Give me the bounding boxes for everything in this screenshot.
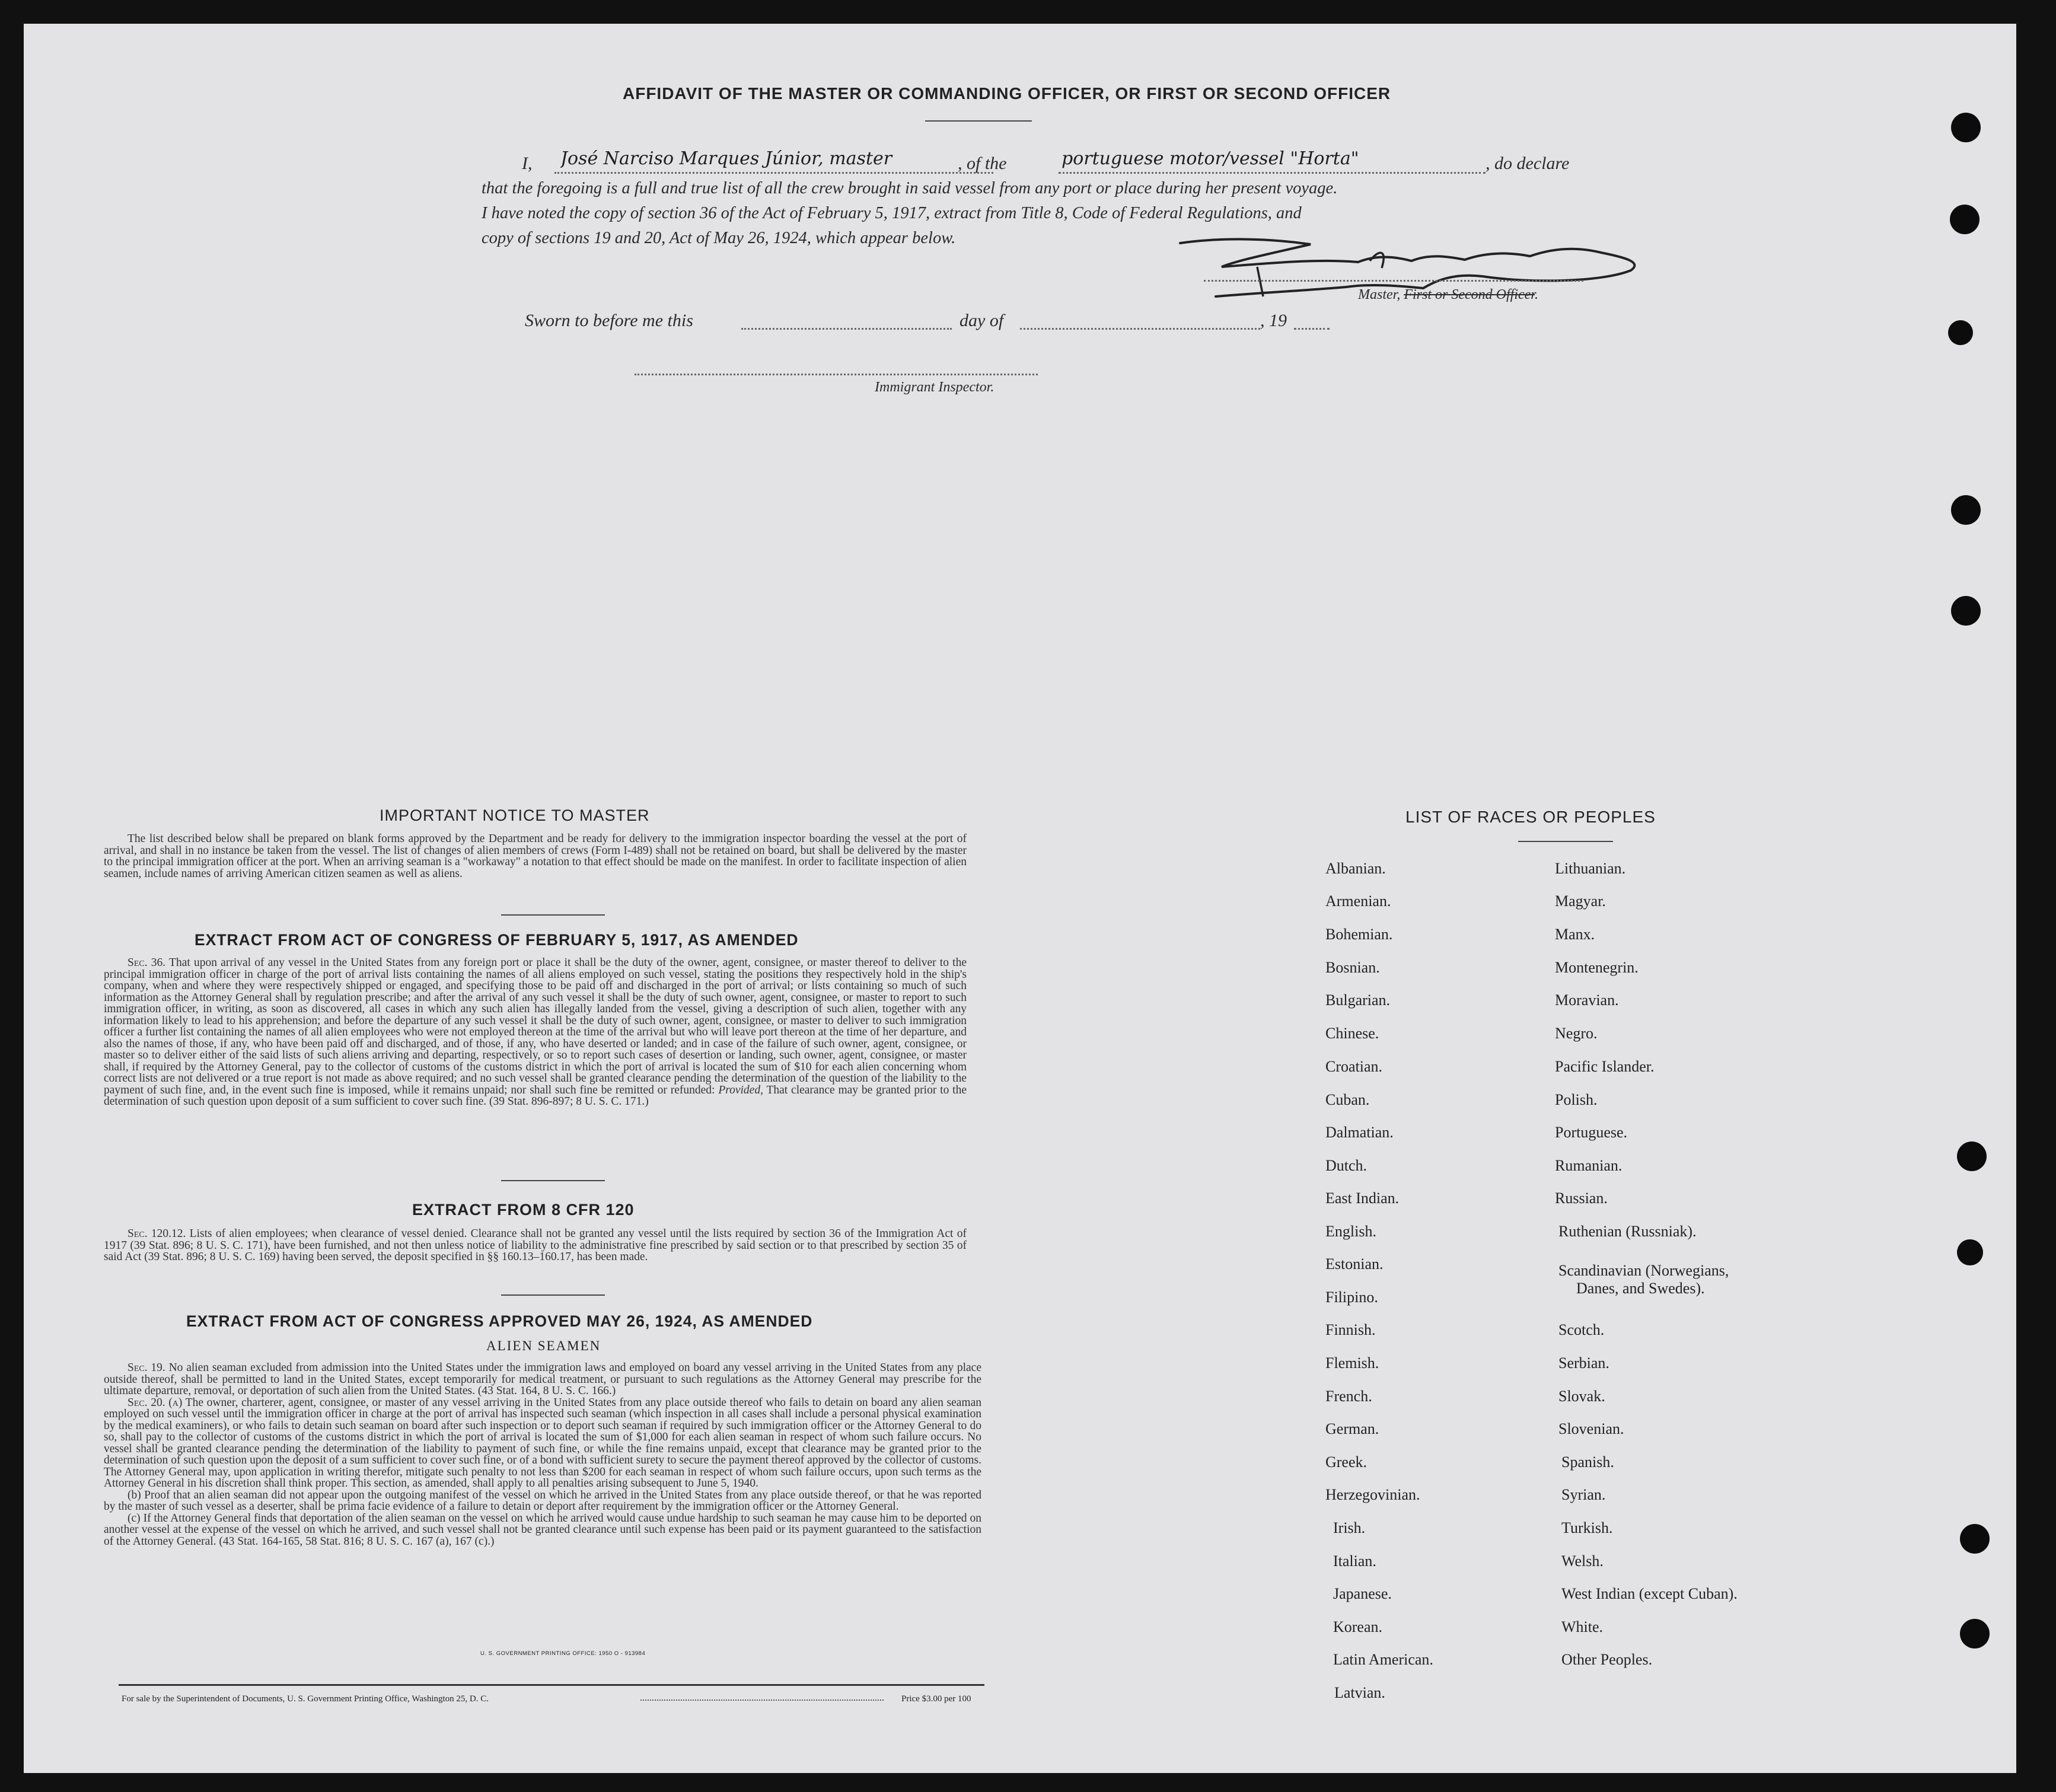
race-item: White.	[1561, 1618, 1604, 1635]
race-item: Irish.	[1333, 1519, 1366, 1536]
extract-1917-body	[104, 957, 967, 1108]
footer-rule	[119, 1684, 984, 1686]
race-item: Polish.	[1555, 1091, 1598, 1108]
race-item: Welsh.	[1561, 1552, 1604, 1570]
race-item: Bohemian.	[1325, 926, 1393, 943]
race-item: Montenegrin.	[1555, 959, 1639, 976]
decl-i: I,	[522, 154, 533, 173]
race-item: Dalmatian.	[1325, 1124, 1394, 1141]
year-text: , 19	[1260, 311, 1287, 330]
race-item: Slovenian.	[1558, 1420, 1624, 1437]
extract-1924-title: EXTRACT FROM ACT OF CONGRESS APPROVED MAY 26, 1924, AS AMENDED	[186, 1312, 813, 1330]
price-note: Price $3.00 per 100	[901, 1694, 971, 1704]
sec36-label: Sec. 36.	[127, 956, 166, 969]
declaration-line-3: I have noted the copy of section 36 of the Act of February 5, 1917, extract from Title 8, Code of Federal Regulations, and	[482, 204, 1302, 222]
day-of-text: day of	[960, 311, 1004, 330]
race-item: English.	[1325, 1223, 1376, 1240]
caption-struck-officer: First or Second Officer	[1404, 287, 1535, 302]
divider	[501, 914, 605, 916]
race-item: Rumanian.	[1555, 1157, 1623, 1174]
sec36-text: That upon arrival of any vessel in the United States from any foreign port or place it shall be the duty of the owner, agent, consignee, or master thereof to deliver to the principal immigration officer in charge of the port of arrival lists containing the names of all aliens employed on such vessel, stating the positions they respectively hold in the ship's company, when and where they were respectively shipped or engaged, and specifying those to be paid off and discharged in the port of arrival; or lists containing so much of such information as the Attorney General shall by regulation prescribe; and after the arrival of any such vessel it shall be the duty of such owner, agent, consignee, or master to report to such immigration officer, in writing, as soon as discovered, all cases in which any such alien has illegally landed from the vessel, giving a description of such alien, together with any information likely to lead to his apprehension; and before the departure of any such vessel it shall be the duty of such owner, agent, consignee, or master to deliver to such immigration officer a further list containing the names of all alien employees who were not employed thereon at the time of the arrival but who will leave port thereon at the time of her departure, and also the names of those, if any, who have been paid off and discharged, and of those, if any, who have deserted or landed; and in case of the failure of such owner, agent, consignee, or master so to deliver either of the said lists of such aliens arriving and departing, respectively, or so to report such cases of desertion or landing, such owner, agent, consignee, or master shall, if required by the Attorney General, pay to the collector of customs of the customs district in which the port of arrival is located the sum of $10 for each alien concerning whom correct lists are not delivered or a true report is not made as above required; and no such vessel shall be granted clearance pending the determination of the question of the liability to the payment of such fine, and, in the event such fine is imposed, while it remains unpaid; nor shall such fine be remitted or refunded:	[104, 956, 967, 1096]
race-item: Manx.	[1555, 926, 1595, 943]
divider	[1518, 841, 1613, 842]
sworn-text: Sworn to before me this	[525, 311, 693, 330]
cfr-body	[104, 1228, 967, 1263]
race-item: Serbian.	[1558, 1354, 1609, 1372]
race-item: Greek.	[1325, 1453, 1368, 1471]
race-item: Japanese.	[1333, 1585, 1392, 1602]
race-item: Latvian.	[1334, 1684, 1385, 1701]
race-item: Estonian.	[1325, 1255, 1384, 1273]
race-item: Bulgarian.	[1325, 991, 1391, 1009]
cfr-sec-label: Sec. 120.12.	[127, 1227, 186, 1240]
binder-hole	[1957, 1141, 1987, 1171]
master-name: José Narciso Marques Júnior, master	[560, 148, 892, 169]
race-item: Moravian.	[1555, 991, 1619, 1009]
binder-hole	[1957, 1239, 1983, 1265]
binder-hole	[1950, 205, 1980, 234]
race-item: German.	[1325, 1420, 1379, 1437]
binder-hole	[1951, 113, 1981, 142]
race-item: Spanish.	[1561, 1453, 1614, 1471]
sec20c: (c) If the Attorney General finds that deportation of the alien seaman on the vessel on which he arrived would cause undue hardship to such seaman he may cause him to be deported on another vessel at the expense of the vessel on which he arrived, and such vessel shall not be granted clearance until such expense has been paid or its payment guaranteed to the satisfaction of the Attorney General. (43 Stat. 164-165, 58 Stat. 816; 8 U. S. C. 167 (a), 167 (c).)	[104, 1512, 981, 1548]
race-item: Finnish.	[1325, 1321, 1376, 1338]
race-item: Italian.	[1333, 1552, 1376, 1570]
sec20a-text: The owner, charterer, agent, consignee, or master of any vessel arriving in the United States from any place outside thereof who fails to detain on board any alien seaman employed on such vessel until the immigration officer in charge at the port of arrival has inspected such seaman (which inspection in all cases shall include a personal physical examination by the medical examiners), or who fails to detain such seaman on board after such inspection or to deport such seaman if required by such immigration officer or the Attorney General to do so, shall pay to the collector of customs of the customs district in which the port of arrival is located the sum of $1,000 for each alien seaman in respect of whom such failure occurs. No vessel shall be granted clearance pending the determination of the liability to payment of such fine, or while the fine remains unpaid, except that clearance may be granted prior to the determination of such question upon the deposit of a sum sufficient to cover such fine, or of a bond with sufficient surety to secure the payment thereof approved by the collector of customs. The Attorney General may, upon application in writing therefor, mitigate such penalty to not less than $200 for each seaman in respect of whom such failure occurs, upon such terms as the Attorney General in his discretion shall think proper. This section, as amended, shall apply to all penalties arising subsequent to June 5, 1940.	[104, 1396, 981, 1490]
footer-leader	[640, 1699, 884, 1701]
binder-hole	[1951, 596, 1981, 626]
affidavit-title: AFFIDAVIT OF THE MASTER OR COMMANDING OFFICER, OR FIRST OR SECOND OFFICER	[623, 84, 1391, 103]
race-item: Slovak.	[1558, 1388, 1605, 1405]
race-item: Armenian.	[1325, 892, 1391, 910]
fill-line-day	[741, 328, 952, 330]
race-item: East Indian.	[1325, 1190, 1400, 1207]
declaration-line-2: that the foregoing is a full and true list of all the crew brought in said vessel from any port or place during her present voyage.	[482, 179, 1338, 197]
race-item: Herzegovinian.	[1325, 1486, 1420, 1503]
sec20a	[104, 1397, 981, 1490]
declaration-line-4: copy of sections 19 and 20, Act of May 26, 1924, which appear below.	[482, 229, 956, 247]
divider	[501, 1294, 605, 1296]
race-item: Chinese.	[1325, 1025, 1379, 1042]
divider	[501, 1180, 605, 1181]
cfr-title: EXTRACT FROM 8 CFR 120	[412, 1201, 635, 1219]
binder-hole	[1960, 1619, 1990, 1648]
race-item: Cuban.	[1325, 1091, 1370, 1108]
race-item: West Indian (except Cuban).	[1561, 1585, 1738, 1602]
binder-hole	[1960, 1524, 1990, 1554]
binder-hole	[1948, 320, 1973, 345]
binder-hole	[1951, 495, 1981, 525]
race-item: French.	[1325, 1388, 1372, 1405]
races-title: LIST OF RACES OR PEOPLES	[1405, 808, 1656, 826]
race-item: Portuguese.	[1555, 1124, 1628, 1141]
fill-line-month	[1020, 328, 1260, 330]
fill-line	[554, 172, 993, 174]
decl-of-the: , of the	[958, 154, 1007, 173]
race-item: Ruthenian (Russniak).	[1558, 1223, 1697, 1240]
sec19-text: No alien seaman excluded from admission into the United States under the immigration laws and employed on board any vessel arriving in the United States from any place outside thereof, shall be permitted to land in the United States, except temporarily for medical treatment, or pursuant to such regulations as the Attorney General may prescribe for the ultimate departure, removal, or deportation of such alien from the United States. (43 Stat. 164, 8 U. S. C. 166.)	[104, 1361, 981, 1397]
notice-body: The list described below shall be prepared on blank forms approved by the Department and be ready for delivery to the immigration inspector boarding the vessel at the port of arrival, and shall in no instance be taken from the vessel. The list of changes of alien members of crews (Form I-489) shall not be retained on board, but shall be delivered by the master to the principal immigration officer at the port. When an arriving seaman is a "workaway" a notation to that effect should be made on the manifest. In order to facilitate inspection of alien seamen, include names of arriving American citizen seamen as well as aliens.	[104, 833, 967, 880]
signature-line	[1204, 280, 1583, 282]
fill-line	[1059, 172, 1486, 174]
race-item: Negro.	[1555, 1025, 1598, 1042]
race-item: Magyar.	[1555, 892, 1606, 910]
race-item: Turkish.	[1561, 1519, 1613, 1536]
race-item: Scotch.	[1558, 1321, 1605, 1338]
race-item: Danes, and Swedes).	[1576, 1280, 1705, 1297]
sec20b: (b) Proof that an alien seaman did not appear upon the outgoing manifest of the vessel on which he arrived in the United States from any place outside thereof, or that he was reported by the master of such vessel as a deserter, shall be prima facie evidence of a failure to detain or deport after requirement by the immigration officer or the Attorney General.	[104, 1488, 981, 1513]
sec20-label: Sec. 20. (a)	[127, 1396, 183, 1409]
sec19	[104, 1362, 981, 1397]
caption-master: Master,	[1358, 287, 1401, 302]
fill-line-year	[1294, 328, 1330, 330]
race-item: Albanian.	[1325, 860, 1386, 877]
race-item: Syrian.	[1561, 1486, 1606, 1503]
immigrant-inspector: Immigrant Inspector.	[875, 380, 994, 395]
declaration-line-1	[522, 151, 533, 176]
race-item: Korean.	[1333, 1618, 1383, 1635]
race-item: Dutch.	[1325, 1157, 1368, 1174]
signature-caption	[1358, 282, 1538, 307]
printing-office-note: U. S. GOVERNMENT PRINTING OFFICE: 1950 O - 913984	[480, 1650, 646, 1657]
vessel-name: portuguese motor/vessel "Horta"	[1062, 148, 1359, 169]
alien-seamen-subtitle: ALIEN SEAMEN	[486, 1338, 601, 1353]
divider	[925, 120, 1032, 122]
race-item: Other Peoples.	[1561, 1651, 1653, 1668]
extract-1924-body	[104, 1362, 981, 1547]
sec36-text-end: That clearance may be granted prior to the determination of such question upon deposit of a sum sufficient to cover such fine. (39 Stat. 896-897; 8 U. S. C. 171.)	[104, 1083, 967, 1108]
race-item: Filipino.	[1325, 1289, 1378, 1306]
race-item: Lithuanian.	[1555, 860, 1626, 877]
decl-do-declare: , do declare	[1486, 154, 1570, 173]
for-sale-note: For sale by the Superintendent of Documents, U. S. Government Printing Office, Washington 25, D. C.	[122, 1694, 489, 1704]
race-item: Pacific Islander.	[1555, 1058, 1655, 1075]
race-item: Flemish.	[1325, 1354, 1379, 1372]
race-item: Latin American.	[1333, 1651, 1433, 1668]
race-item: Scandinavian (Norwegians,	[1558, 1262, 1729, 1279]
sec19-label: Sec. 19.	[127, 1361, 165, 1374]
race-item: Russian.	[1555, 1190, 1608, 1207]
notice-title: IMPORTANT NOTICE TO MASTER	[380, 806, 650, 824]
cfr-text: Lists of alien employees; when clearance of vessel denied. Clearance shall not be granted any vessel until the lists required by section 36 of the Immigration Act of 1917 (39 Stat. 896; 8 U. S. C. 171), have been furnished, and not then unless notice of liability to the administrative fine prescribed by said section or to that prescribed by section 35 of said Act (39 Stat. 896; 8 U. S. C. 169) having been served, the deposit specified in §§ 160.13–160.17, has been made.	[104, 1227, 967, 1263]
race-item: Bosnian.	[1325, 959, 1380, 976]
provided-term: Provided,	[718, 1083, 763, 1096]
caption-end: .	[1534, 287, 1538, 302]
race-item: Croatian.	[1325, 1058, 1383, 1075]
extract-1917-title: EXTRACT FROM ACT OF CONGRESS OF FEBRUARY 5, 1917, AS AMENDED	[195, 931, 799, 949]
